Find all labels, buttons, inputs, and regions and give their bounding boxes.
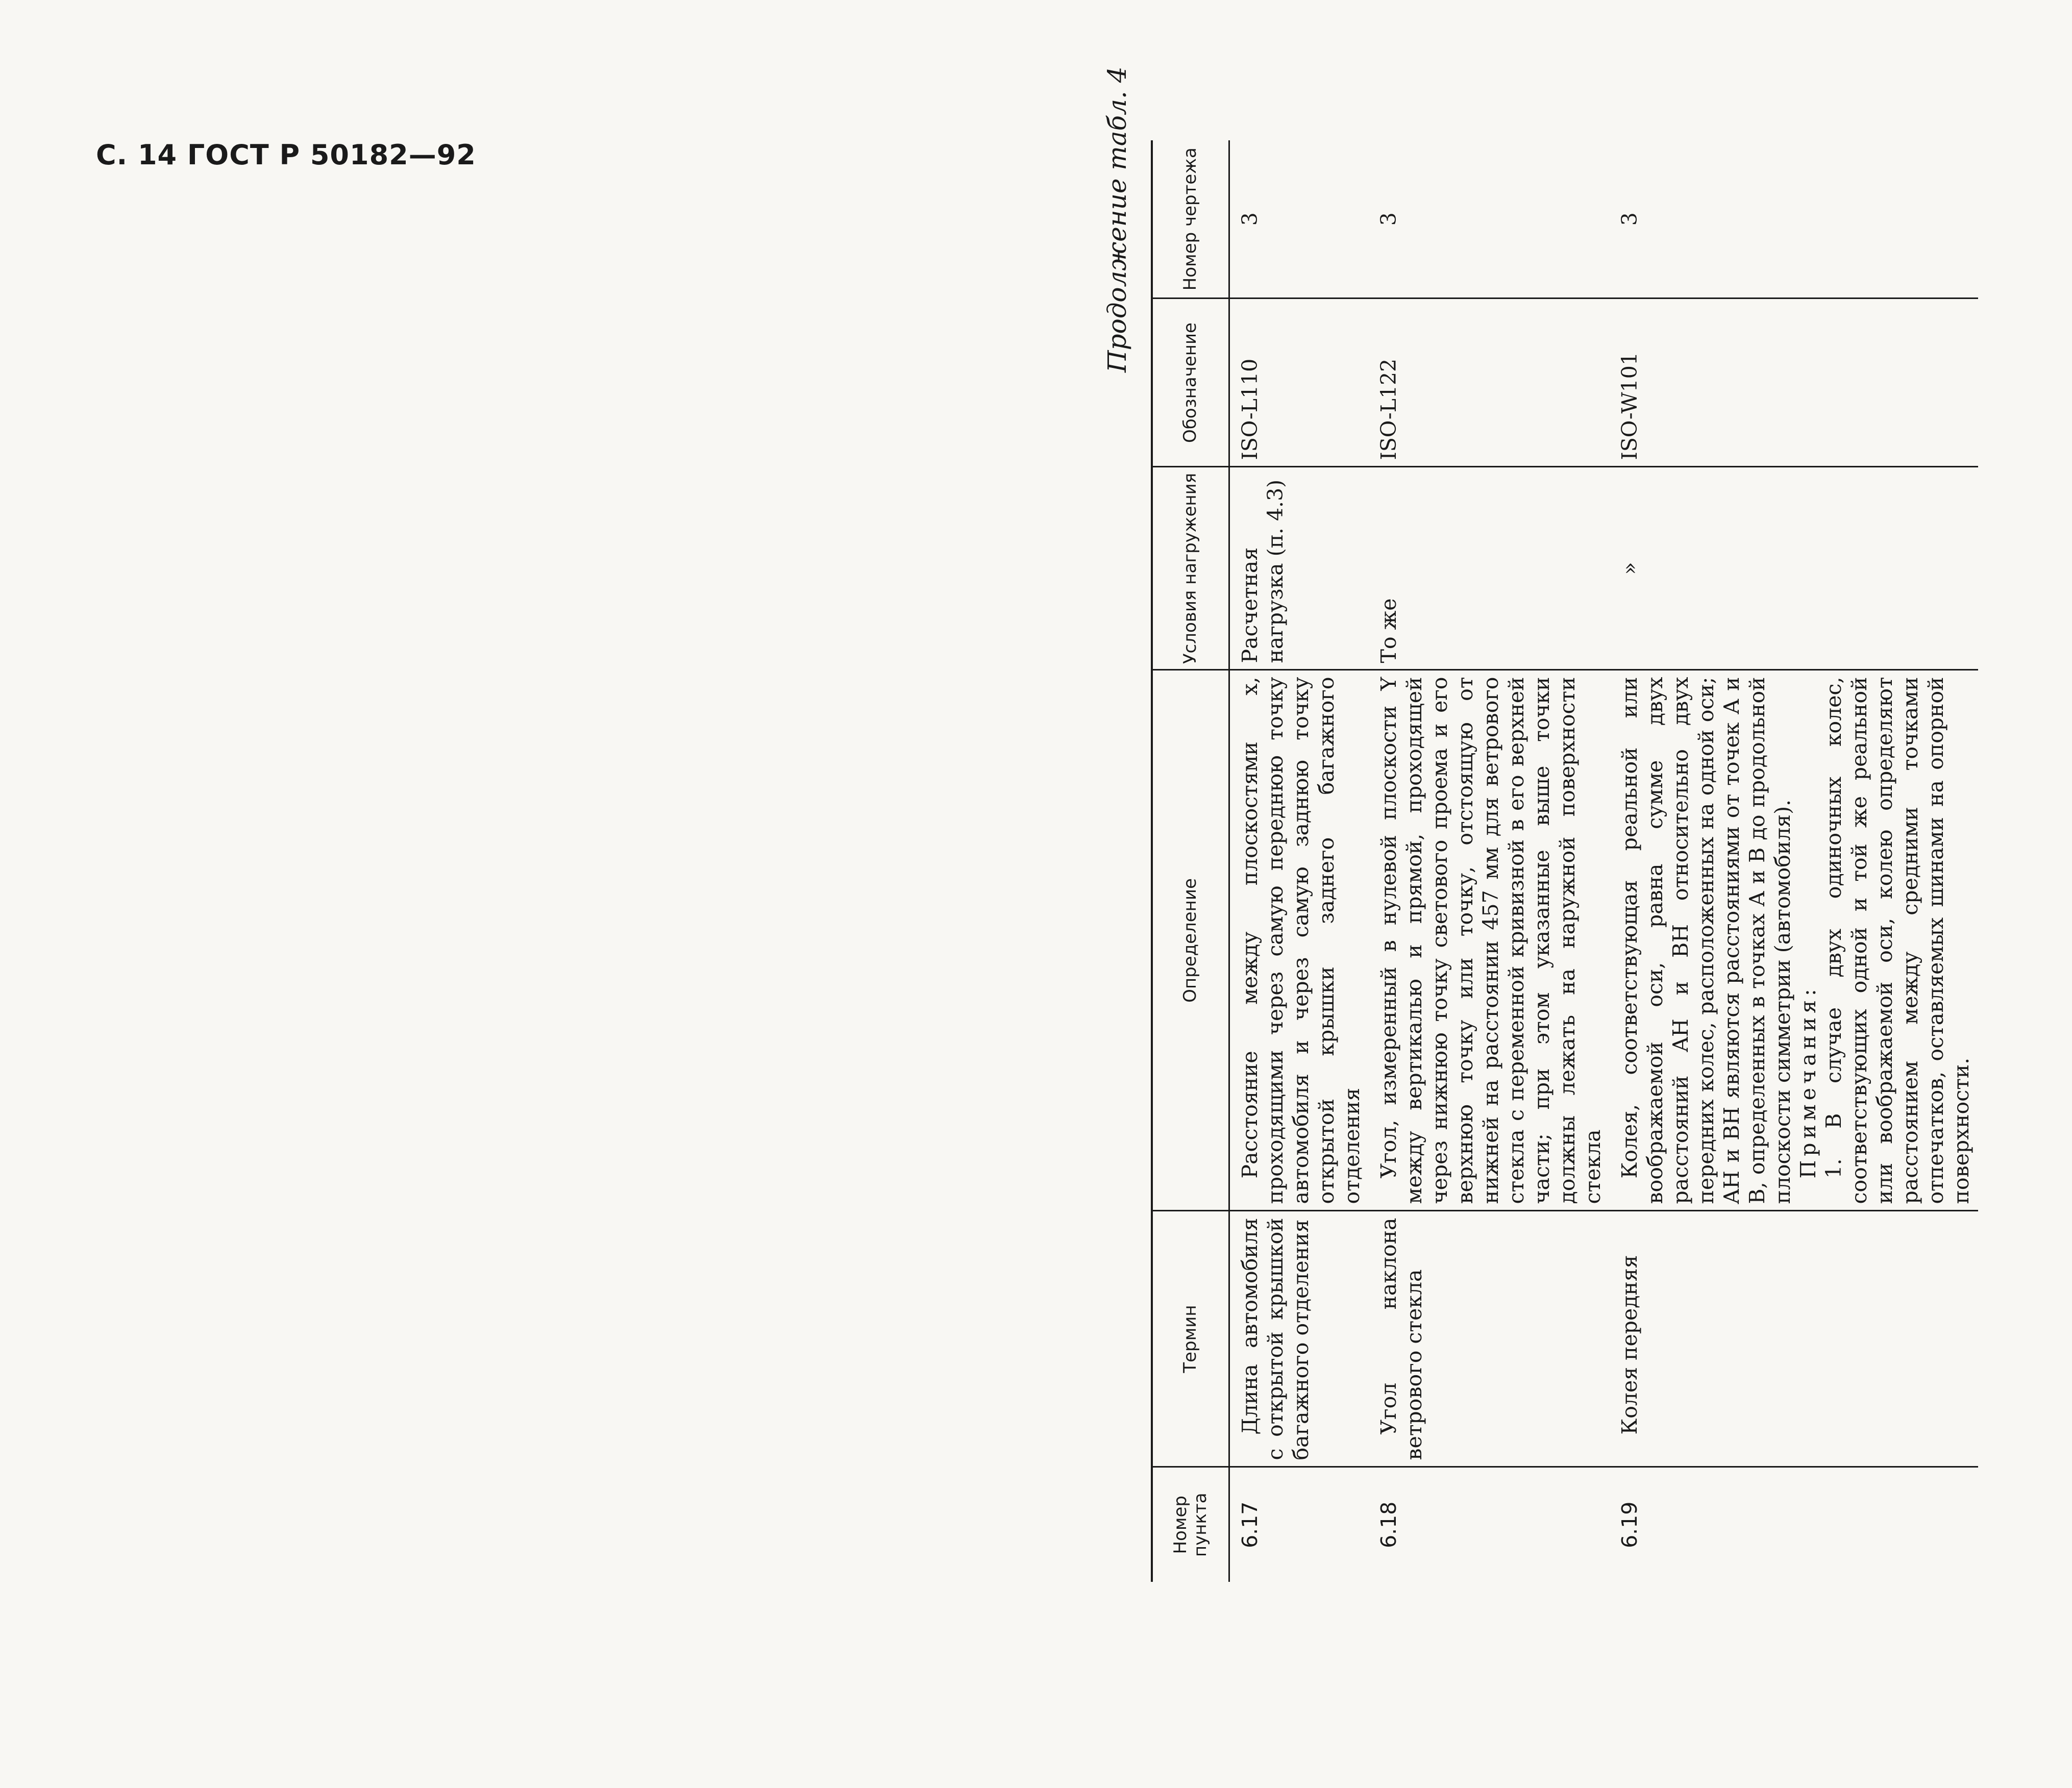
term-text: Угол наклона ветрового стекла [1376, 1218, 1427, 1460]
rotated-table-block [1102, 66, 2072, 1582]
col-header-definition: Определение [1152, 670, 1229, 1211]
row-number: 6.18 [1376, 1501, 1401, 1548]
row-loading: То же [1369, 467, 1610, 670]
col-header-drawing: Номер чертежа [1152, 140, 1229, 299]
terms-table [1151, 140, 1978, 1582]
row-definition [1229, 670, 1369, 1211]
definition-text: Колея, соответствующая реальной или воображаемой оси, равна сумме двух расстояний AH и BH относительно двух передних колес, расположенных на одной оси; AH и BH являются расстояниями от точек A и B, определенных в точках A и B до продольной плоскости симметрии (автомобиля). [1617, 677, 1795, 1204]
row-drawing: 3 [1610, 140, 1978, 299]
notes-heading: Примечания: [1796, 985, 1821, 1179]
note-text: 1. В случае двух одиночных колес, соответствующих одной и той же реальной или воображаемой оси, колею определяют расстоянием между средними точками отпечатков, оставляемых шинами на опорной поверхности. [1821, 677, 1974, 1204]
definition-text: Угол, измеренный в нулевой плоскости Y между вертикалью и прямой, проходящей через нижнюю точку светового проема и его верхнюю точку или точку, отстоящую от нижней на расстоянии 457 мм для ветрового стекла с переменной кривизной в его верхней части; при этом указанные выше точки должны лежать на наружной поверхности стекла [1376, 677, 1606, 1204]
row-drawing: 3 [1369, 140, 1610, 299]
table-continuation-label: Продолжение табл. 4 [1102, 66, 1132, 373]
row-term [1369, 1211, 1610, 1467]
row-code: ISO-W101 [1610, 299, 1978, 467]
table-row [1229, 140, 1369, 1582]
row-loading: » [1610, 467, 1978, 670]
col-header-code: Обозначение [1152, 299, 1229, 467]
row-code: ISO-L110 [1229, 299, 1369, 467]
table-row [1369, 140, 1610, 1582]
table-row [1610, 140, 1978, 1582]
definition-text: Расстояние между плоскостями x, проходящими через самую переднюю точку автомобиля и через самую заднюю точку открытой крышки заднего багажного отделения [1238, 677, 1365, 1204]
row-definition [1369, 670, 1610, 1211]
col-header-number: Номер пункта [1152, 1467, 1229, 1582]
row-number: 6.19 [1617, 1501, 1642, 1548]
row-number: 6.17 [1238, 1501, 1262, 1548]
row-definition [1610, 670, 1978, 1211]
col-header-term: Термин [1152, 1211, 1229, 1467]
table-header-row [1152, 140, 1229, 1582]
term-text: Колея передняя [1617, 1255, 1642, 1435]
term-text: Длина автомобиля с открытой крышкой багажного отделения [1238, 1218, 1314, 1460]
row-term [1610, 1211, 1978, 1467]
row-term [1229, 1211, 1369, 1467]
row-code: ISO-L122 [1369, 299, 1610, 467]
row-loading: Расчетная нагрузка (п. 4.3) [1229, 467, 1369, 670]
page-header: С. 14 ГОСТ Р 50182—92 [96, 139, 476, 171]
row-drawing: 3 [1229, 140, 1369, 299]
col-header-loading: Условия нагружения [1152, 467, 1229, 670]
